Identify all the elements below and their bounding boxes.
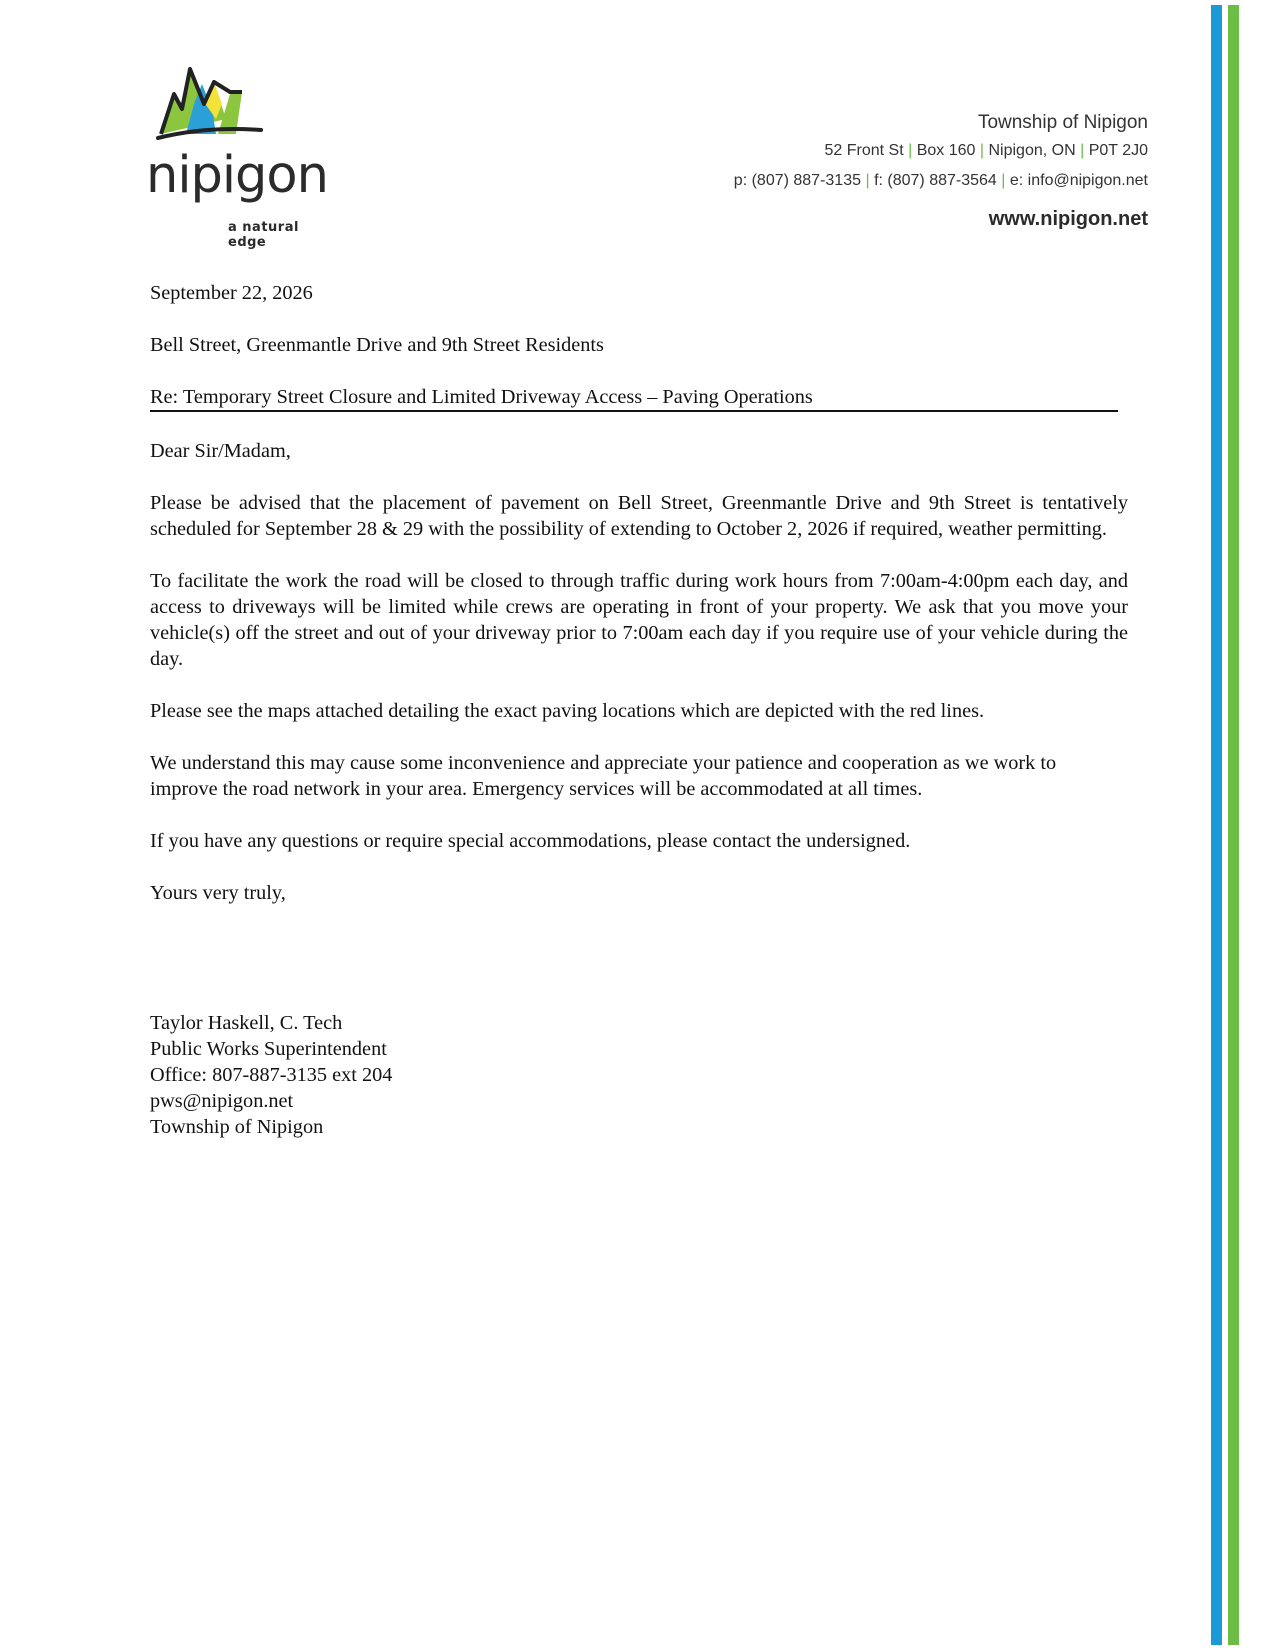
letter-closing: Yours very truly, xyxy=(150,882,286,904)
mountain-logo-icon xyxy=(156,64,266,144)
contact-fax: f: (807) 887-3564 xyxy=(874,172,997,189)
green-border-stripe xyxy=(1228,5,1239,1645)
signature-org: Township of Nipigon xyxy=(150,1116,324,1138)
address-box: Box 160 xyxy=(916,142,976,159)
letter-paragraph-apology: We understand this may cause some inconvenience and appreciate your patience and cooperation as we work to improve the road network in your area. Emergency services will be accommodated at all times. xyxy=(150,752,1057,800)
header-contact: p: (807) 887-3135 | f: (807) 887-3564 | e: info@nipigon.net xyxy=(733,172,1148,189)
blue-border-stripe xyxy=(1211,5,1222,1645)
letter-paragraph-maps: Please see the maps attached detailing the exact paving locations which are depicted with the red lines. xyxy=(150,700,985,722)
contact-email[interactable]: e: info@nipigon.net xyxy=(1009,172,1148,189)
logo-wordmark: nipigon xyxy=(146,146,328,205)
signature-block xyxy=(150,1010,1128,1140)
letter-subject: Re: Temporary Street Closure and Limited Driveway Access – Paving Operations xyxy=(150,384,1118,412)
header-website[interactable]: www.nipigon.net xyxy=(988,208,1148,230)
logo-tagline: a natural edge xyxy=(228,220,299,250)
signature-office: Office: 807-887-3135 ext 204 xyxy=(150,1064,393,1086)
letter-paragraph-closure: To facilitate the work the road will be closed to through traffic during work hours from 7:00am-4:00pm each day, and access to driveways will be limited while crews are operating in front of your property. We ask that you move your vehicle(s) off the street and out of your driveway prior to 7:00am each day if you require use of your vehicle during the day. xyxy=(150,570,1128,670)
signature-name: Taylor Haskell, C. Tech xyxy=(150,1012,343,1034)
letterhead-contact-block xyxy=(734,110,1148,231)
letter-recipient: Bell Street, Greenmantle Drive and 9th Street Residents xyxy=(150,334,604,356)
nipigon-logo xyxy=(146,64,342,250)
header-org-name: Township of Nipigon xyxy=(977,112,1148,133)
letter-paragraph-schedule: Please be advised that the placement of pavement on Bell Street, Greenmantle Drive and 9th Street is tentatively scheduled for September 28 & 29 with the possibility of extending to October 2, 2026 if required, weather permitting. xyxy=(150,492,1128,540)
letter-date: September 22, 2026 xyxy=(150,282,313,304)
address-city: Nipigon, ON xyxy=(988,142,1076,159)
header-address: 52 Front St | Box 160 | Nipigon, ON | P0T 2J0 xyxy=(824,142,1148,159)
letter-salutation: Dear Sir/Madam, xyxy=(150,440,291,462)
letter-paragraph-contact: If you have any questions or require special accommodations, please contact the undersigned. xyxy=(150,830,911,852)
signature-title: Public Works Superintendent xyxy=(150,1038,387,1060)
signature-email[interactable]: pws@nipigon.net xyxy=(150,1090,294,1112)
address-postal: P0T 2J0 xyxy=(1088,142,1148,159)
letter-body xyxy=(150,280,1128,1140)
signature-space xyxy=(150,932,1128,1010)
address-street: 52 Front St xyxy=(824,142,904,159)
contact-phone: p: (807) 887-3135 xyxy=(733,172,861,189)
